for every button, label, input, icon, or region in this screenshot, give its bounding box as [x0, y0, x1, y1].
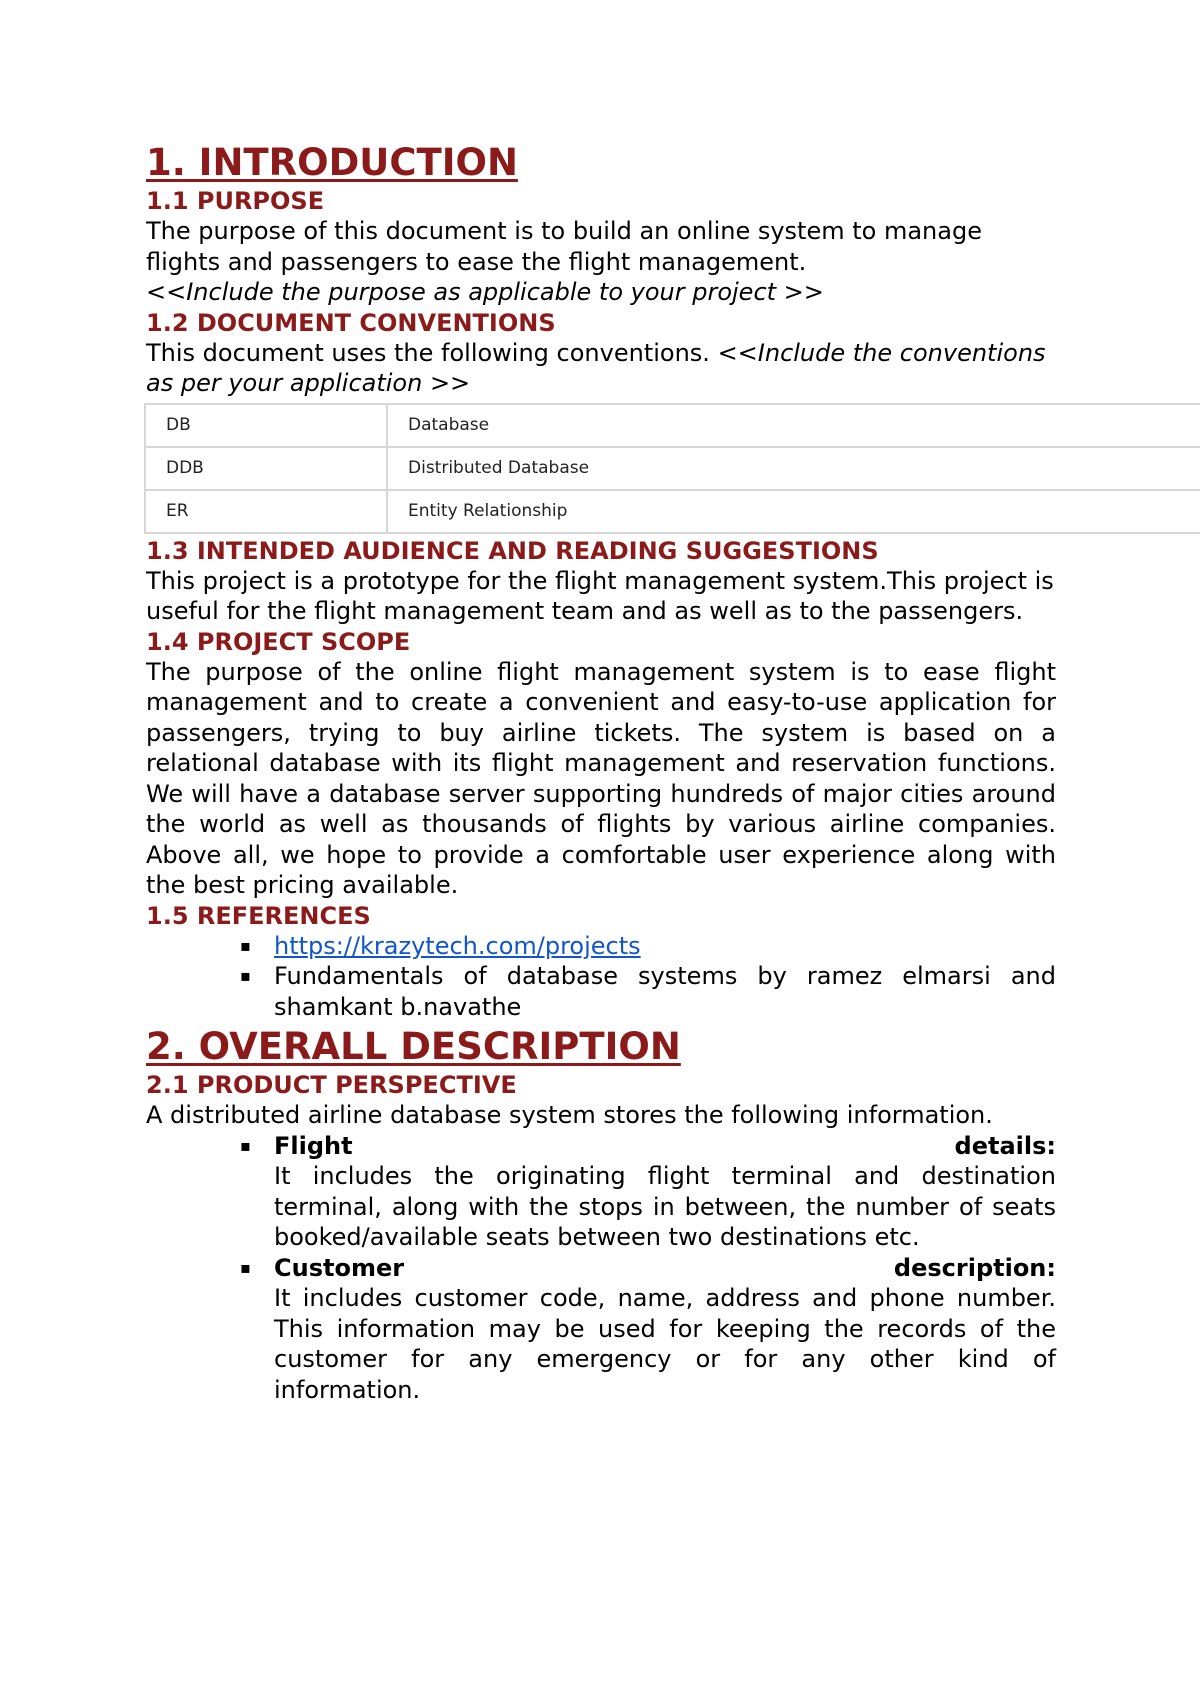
- purpose-body: The purpose of this document is to build an online system to manage flights and passengers to ease the flight management.: [146, 217, 982, 276]
- list-item: [240, 931, 1056, 962]
- bullet-icon: ▪: [240, 1135, 251, 1155]
- detail-title-left: Flight: [274, 1131, 353, 1160]
- scope-heading: 1.4 PROJECT SCOPE: [146, 627, 411, 656]
- document-content: [146, 140, 1056, 1405]
- list-item: [240, 1131, 1056, 1253]
- table-row: [145, 490, 1200, 533]
- list-item: [240, 961, 1056, 1022]
- meaning-cell: Entity Relationship: [387, 490, 1200, 533]
- abbr-cell: DDB: [145, 447, 387, 490]
- audience-text: This project is a prototype for the flight management system.This project is useful for the flight management team and as well as to the passengers.: [146, 566, 1054, 625]
- bullet-icon: ▪: [240, 935, 251, 955]
- audience-heading: 1.3 INTENDED AUDIENCE AND READING SUGGESTIONS: [146, 536, 879, 565]
- detail-title-right: details:: [954, 1131, 1056, 1160]
- reference-link[interactable]: https://krazytech.com/projects: [274, 931, 641, 960]
- detail-text: It includes the originating flight terminal and destination terminal, along with the stops in between, the number of seats booked/available seats between two destinations etc.: [274, 1162, 1056, 1251]
- table-row: [145, 447, 1200, 490]
- detail-text: It includes customer code, name, address and phone number. This information may be used for keeping the records of the customer for any emergency or for any other kind of information.: [274, 1284, 1056, 1404]
- detail-title-right: description:: [893, 1253, 1056, 1282]
- purpose-text: [146, 216, 1056, 308]
- section-2-heading: 2. OVERALL DESCRIPTION: [146, 1025, 681, 1068]
- table-row: [145, 404, 1200, 447]
- perspective-list: [146, 1131, 1056, 1406]
- purpose-heading: 1.1 PURPOSE: [146, 187, 325, 215]
- references-list: [146, 931, 1056, 1023]
- meaning-cell: Database: [387, 404, 1200, 447]
- scope-text: The purpose of the online flight management system is to ease flight management and to create a convenient and easy-to-use application for passengers, trying to buy airline tickets. The system is based on a relational database with its flight management and reservation functions. We will have a database server supporting hundreds of major cities around the world as well as thousands of flights by various airline companies. Above all, we hope to provide a comfortable user experience along with the best pricing available.: [146, 657, 1056, 899]
- conventions-note: <<Include the conventions as per your application >>: [146, 338, 1046, 397]
- section-1-heading: 1. INTRODUCTION: [146, 141, 518, 184]
- reference-book: Fundamentals of database systems by ramez elmarsi and shamkant b.navathe: [274, 962, 1056, 1021]
- detail-title-left: Customer: [274, 1253, 405, 1282]
- detail-title: [274, 1131, 1056, 1162]
- references-heading: 1.5 REFERENCES: [146, 901, 371, 930]
- abbr-cell: ER: [145, 490, 387, 533]
- conventions-heading: 1.2 DOCUMENT CONVENTIONS: [146, 308, 556, 337]
- conventions-body: This document uses the following conventions.: [146, 338, 710, 367]
- purpose-note: <<Include the purpose as applicable to your project >>: [146, 278, 824, 306]
- meaning-cell: Distributed Database: [387, 447, 1200, 490]
- abbr-cell: DB: [145, 404, 387, 447]
- conventions-table: [144, 403, 1200, 534]
- bullet-icon: ▪: [240, 1257, 251, 1277]
- bullet-icon: ▪: [240, 966, 251, 985]
- perspective-heading: 2.1 PRODUCT PERSPECTIVE: [146, 1071, 517, 1099]
- detail-title: [274, 1253, 1056, 1284]
- perspective-text: A distributed airline database system stores the following information.: [146, 1101, 993, 1129]
- conventions-text: [146, 338, 1056, 399]
- list-item: [240, 1253, 1056, 1406]
